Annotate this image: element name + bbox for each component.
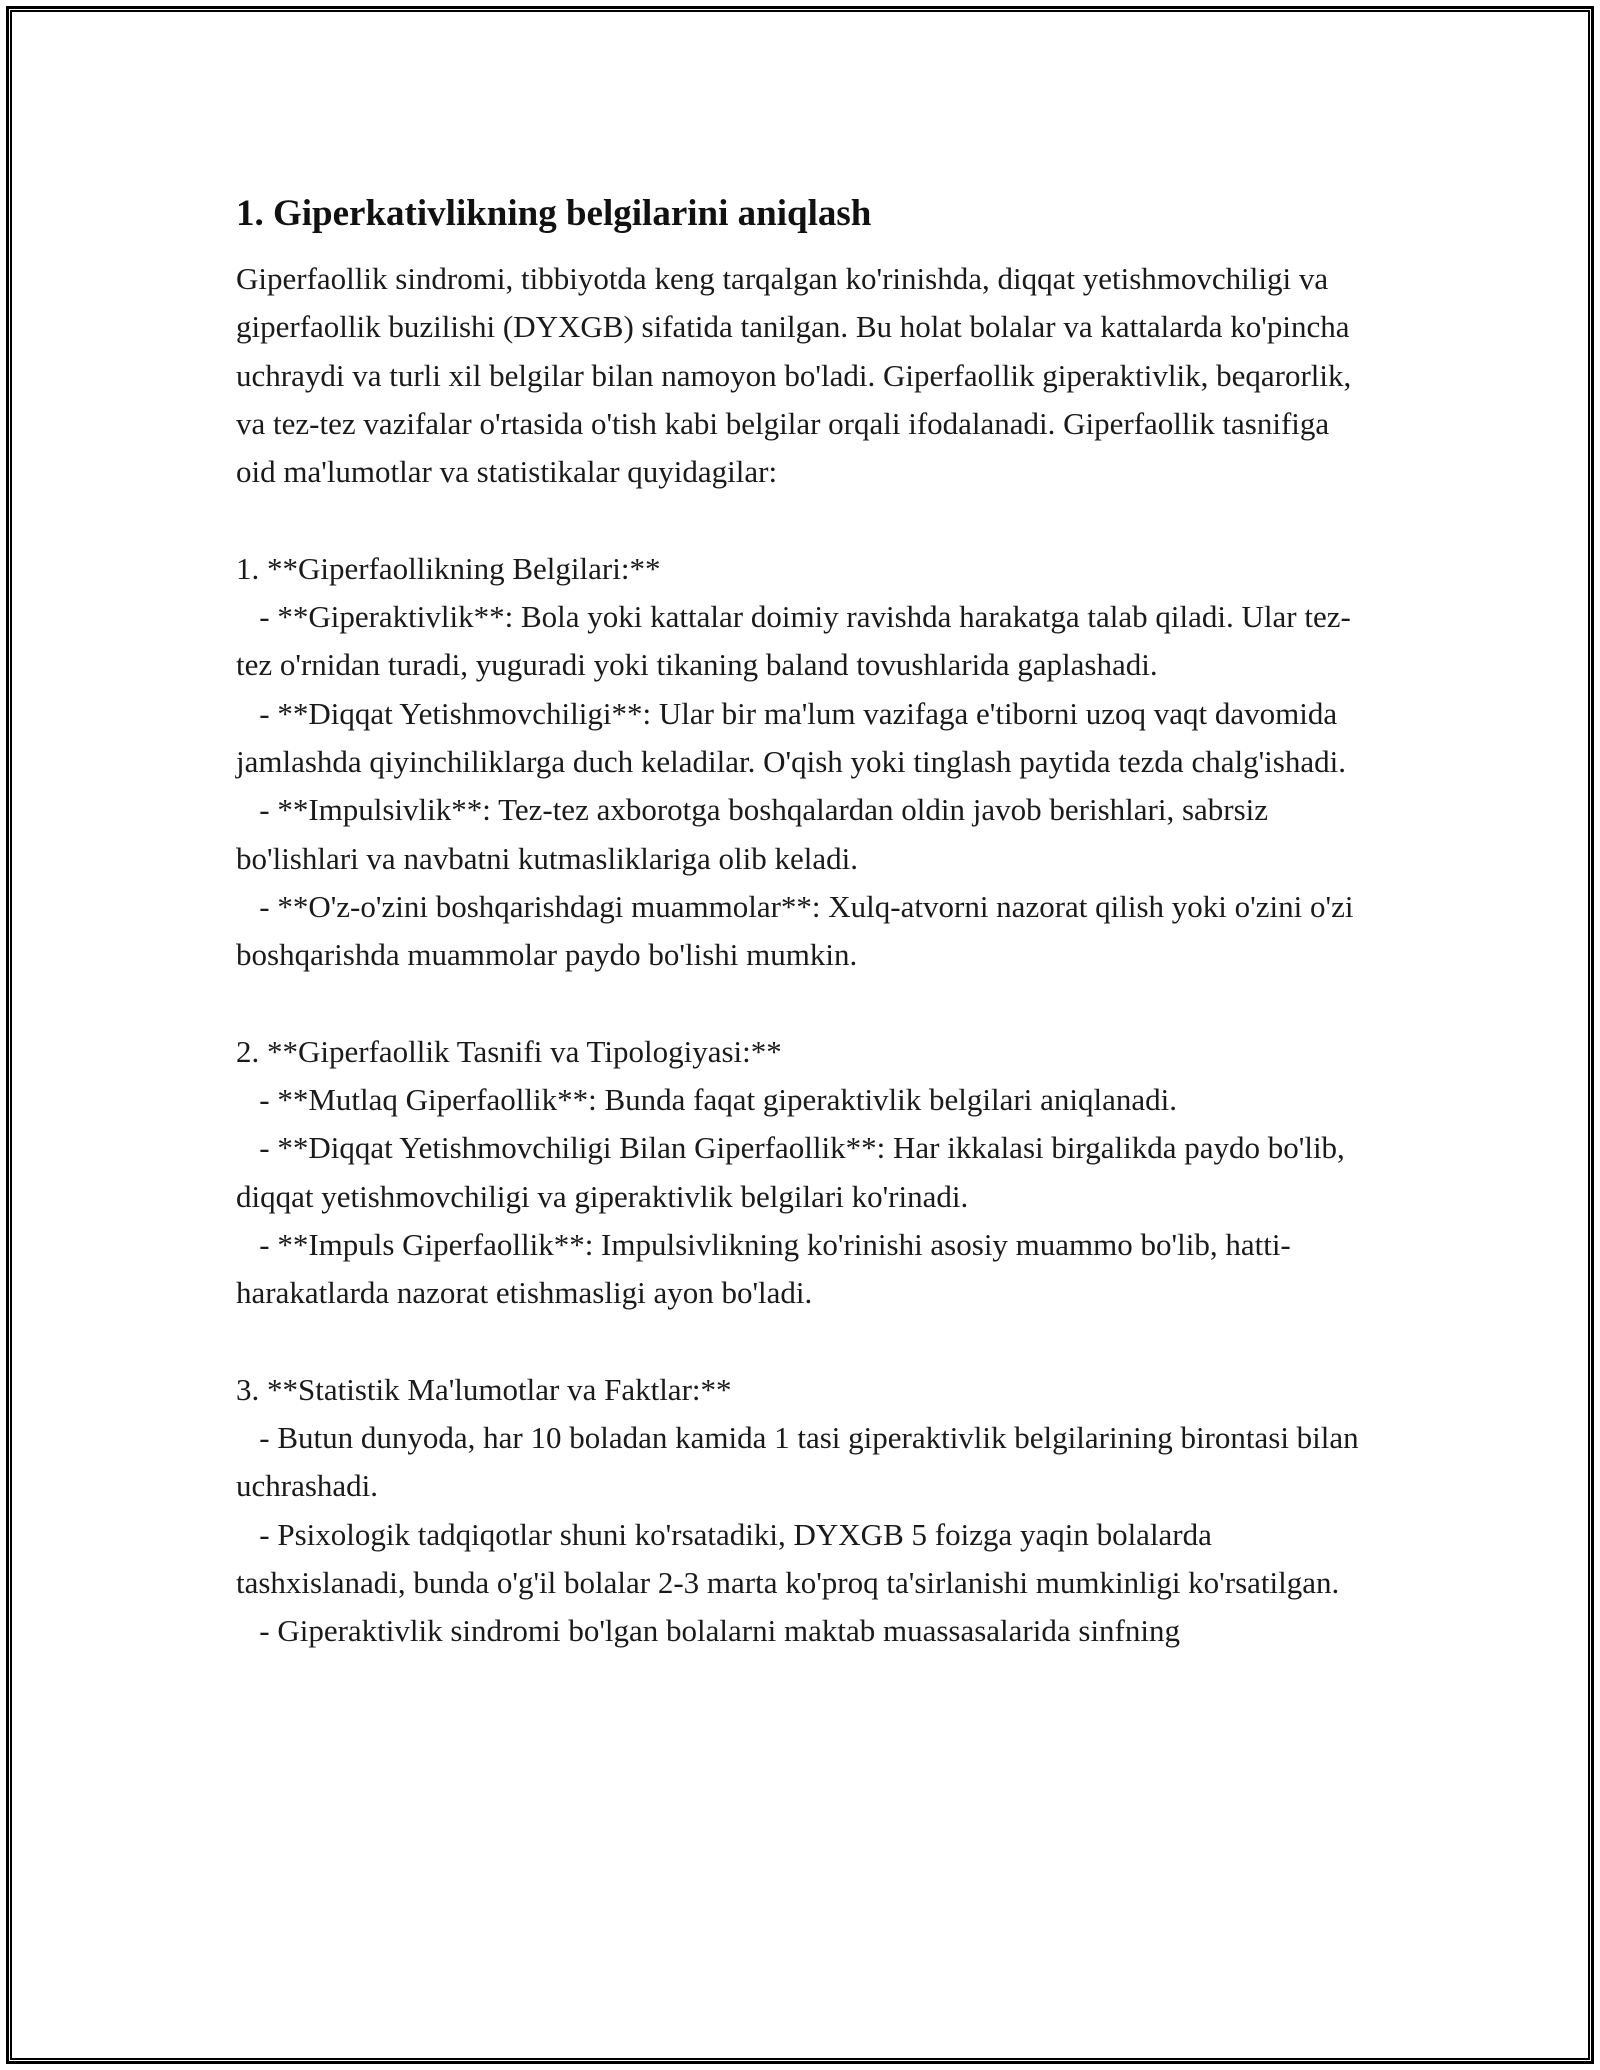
section-heading: 1. Giperkativlikning belgilarini aniqlash [236,193,872,234]
document-page [236,188,1366,1656]
body-text: Giperfaollik sindromi, tibbiyotda keng tarqalgan ko'rinishda, diqqat yetishmovchiligi va giperfaollik buzilishi (DYXGB) sifatida tanilgan. Bu holat bolalar va kattalarda ko'pincha uchraydi va turli xil belgilar bilan namoyon bo'ladi. Giperfaollik giperaktivlik, beqarorlik, va tez-tez vazifalar o'rtasida o'tish kabi belgilar orqali ifodalanadi. Giperfaollik tasnifiga oid ma'lumotlar va statistikalar quyidagilar: 1. **Giperfaollikning Belgilari:** - **Giperaktivlik**: Bola yoki kattalar doimiy ravishda harakatga talab qiladi. Ular tez-tez o'rnidan turadi, yuguradi yoki tikaning baland tovushlarida gaplashadi. - **Diqqat Yetishmovchiligi**: Ular bir ma'lum vazifaga e'tiborni uzoq vaqt davomida jamlashda qiyinchiliklarga duch keladilar. O'qish yoki tinglash paytida tezda chalg'ishadi. - **Impulsivlik**: Tez-tez axborotga boshqalardan oldin javob berishlari, sabrsiz bo'lishlari va navbatni kutmasliklariga olib keladi. - **O'z-o'zini boshqarishdagi muammolar**: Xulq-atvorni nazorat qilish yoki o'zini o'zi boshqarishda muammolar paydo bo'lishi mumkin. 2. **Giperfaollik Tasnifi va Tipologiyasi:** - **Mutlaq Giperfaollik**: Bunda faqat giperaktivlik belgilari aniqlanadi. - **Diqqat Yetishmovchiligi Bilan Giperfaollik**: Har ikkalasi birgalikda paydo bo'lib, diqqat yetishmovchiligi va giperaktivlik belgilari ko'rinadi. - **Impuls Giperfaollik**: Impulsivlikning ko'rinishi asosiy muammo bo'lib, hatti-harakatlarda nazorat etishmasligi ayon bo'ladi. 3. **Statistik Ma'lumotlar va Faktlar:** - Butun dunyoda, har 10 boladan kamida 1 tasi giperaktivlik belgilarining birontasi bilan uchrashadi. - Psixologik tadqiqotlar shuni ko'rsatadiki, DYXGB 5 foizga yaqin bolalarda tashxislanadi, bunda o'g'il bolalar 2-3 marta ko'proq ta'sirlanishi mumkinligi ko'rsatilgan. - Giperaktivlik sindromi bo'lgan bolalarni maktab muassasalarida sinfning [236,261,1359,1649]
